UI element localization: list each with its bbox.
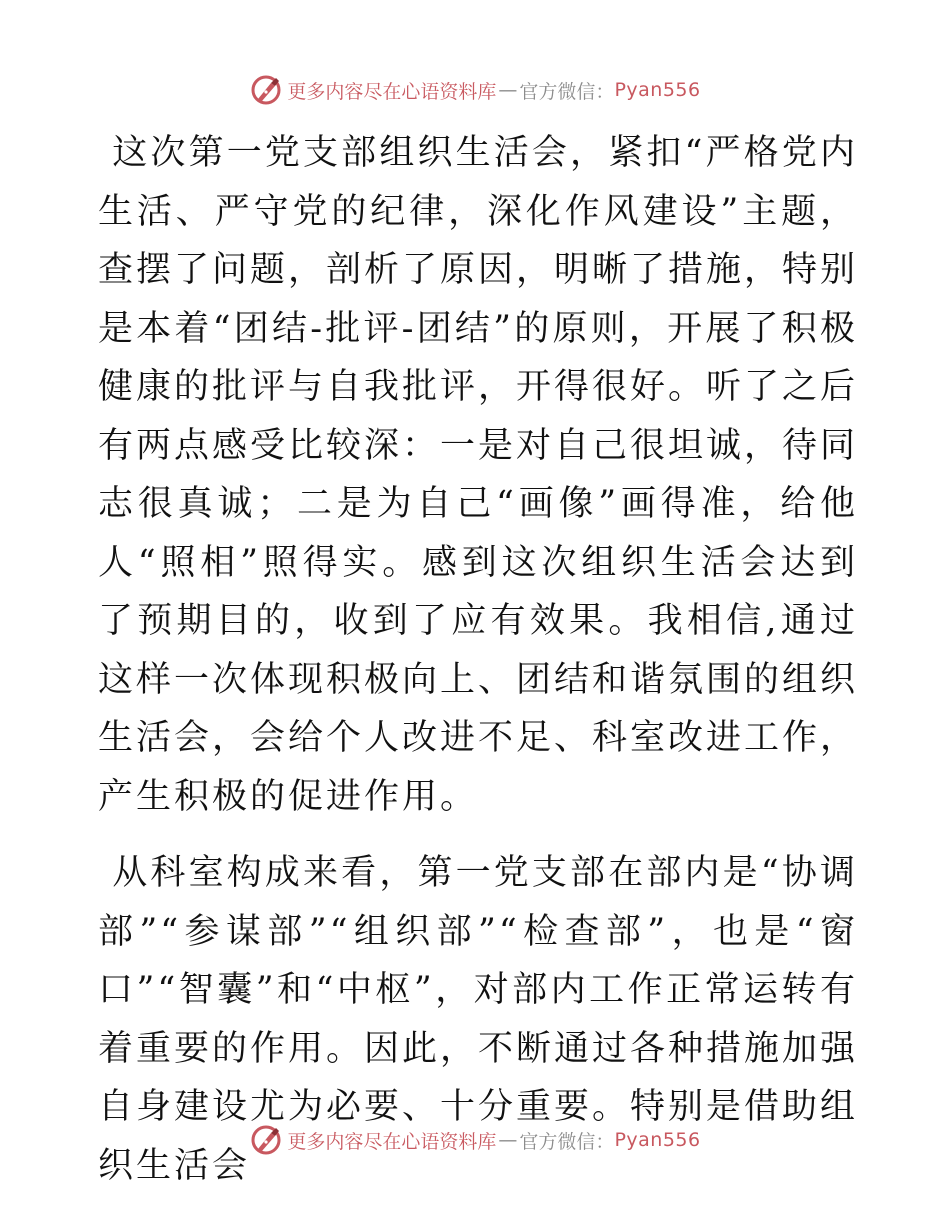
footer-wechat-label: 官方微信： [519, 1130, 615, 1153]
document-body [98, 124, 858, 1195]
footer-banner [0, 1120, 950, 1160]
paragraph-1: 这次第一党支部组织生活会，紧扣“严格党内生活、严守党的纪律，深化作风建设”主题，查摆了问题，剖析了原因，明晰了措施，特别是本着“团结-批评-团结”的原则，开展了积极健康的批评与自我批评，开得很好。听了之后有两点感受比较深：一是对自己很坦诚，待同志很真诚；二是为自己“画像”画得准，给他人“照相”照得实。感到这次组织生活会达到了预期目的，收到了应有效果。我相信,通过这样一次体现积极向上、团结和谐氛围的组织生活会，会给个人改进不足、科室改进工作，产生积极的促进作用。 [98, 133, 859, 817]
header-wechat-handle: Pyan556 [614, 79, 701, 101]
paragraph-2: 从科室构成来看，第一党支部在部内是“协调部”“参谋部”“组织部”“检查部”，也是“窗口”“智囊”和“中枢”，对部内工作正常运转有着重要的作用。因此，不断通过各种措施加强自身建设尤为必要、十分重要。特别是借助组织生活会 [98, 853, 859, 1186]
header-separator: — [498, 79, 518, 101]
header-wechat-label: 官方微信： [519, 80, 615, 103]
footer-separator: — [498, 1129, 518, 1151]
footer-wechat-handle: Pyan556 [614, 1129, 701, 1151]
pen-nib-logo-icon [249, 73, 283, 107]
header-site-label: 更多内容尽在心语资料库 [287, 80, 497, 103]
pen-nib-logo-icon [249, 1123, 283, 1157]
header-banner [0, 70, 950, 110]
footer-site-label: 更多内容尽在心语资料库 [287, 1130, 497, 1153]
